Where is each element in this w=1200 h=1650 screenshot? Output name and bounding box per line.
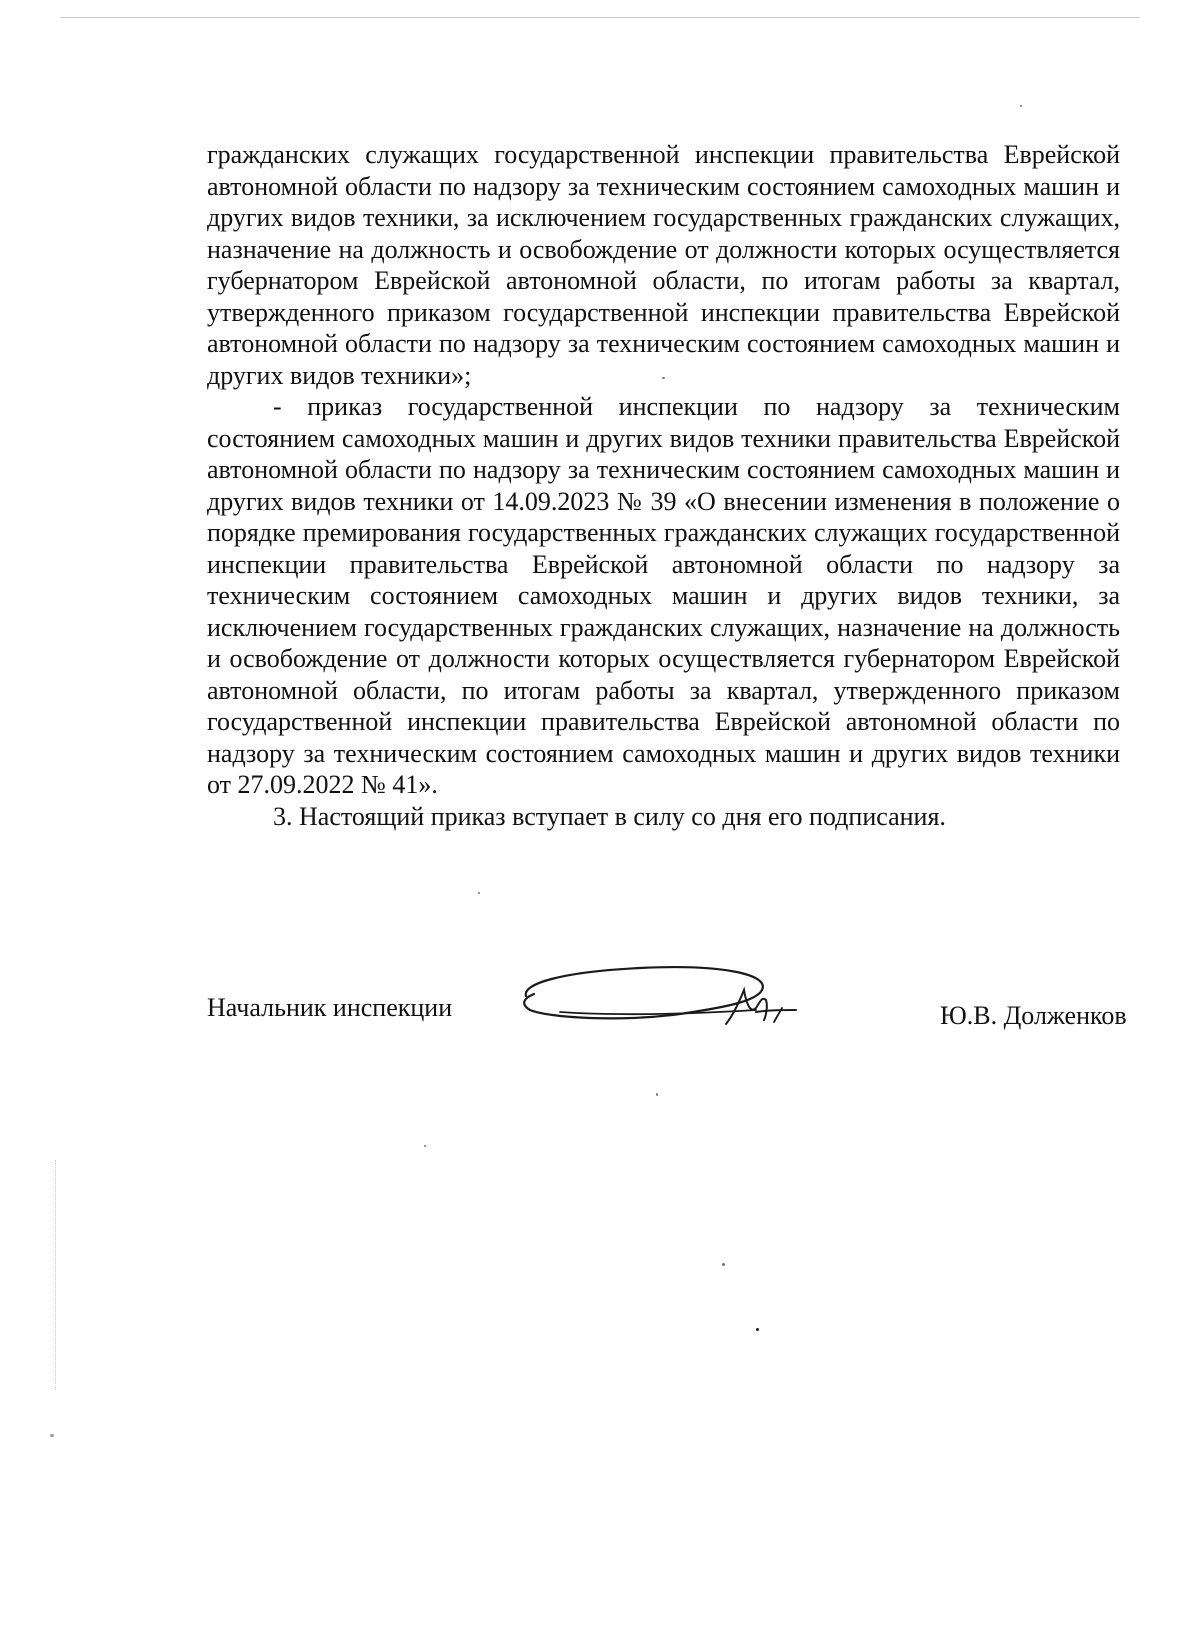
scan-left-edge: [55, 1160, 56, 1390]
handwritten-signature: [520, 960, 810, 1040]
scan-speck: [50, 1434, 54, 1437]
scan-speck: [756, 1328, 759, 1331]
paragraph-effective-clause: 3. Настоящий приказ вступает в силу со дня его подписания.: [273, 801, 946, 831]
signature-block: [0, 960, 1200, 1040]
scan-top-edge: [60, 17, 1140, 18]
document-body: [207, 139, 1120, 832]
scan-speck: [1020, 105, 1022, 107]
scan-speck: [722, 1263, 725, 1266]
scan-speck: [478, 892, 480, 894]
signatory-title: Начальник инспекции: [207, 993, 453, 1022]
paragraph-continuation: гражданских служащих государственной инспекции правительства Еврейской автономной области по надзору за техническим состоянием самоходных машин и других видов техники, за исключением государственных гражданских служащих, назначение на должность и освобождение от должности которых осуществляется губернатором Еврейской автономной области, по итогам работы за квартал, утвержденного приказом государственной инспекции правительства Еврейской автономной области по надзору за техническим состоянием самоходных машин и других видов техники»;: [207, 140, 1120, 390]
signatory-name: Ю.В. Долженков: [940, 1001, 1127, 1030]
scan-speck: [424, 1145, 426, 1147]
scan-speck: [662, 377, 665, 379]
scan-speck: [656, 1093, 658, 1096]
paragraph-order-list-item: - приказ государственной инспекции по надзору за техническим состоянием самоходных машин и других видов техники правительства Еврейской автономной области по надзору за техническим состоянием самоходных машин и других видов техники от 14.09.2023 № 39 «О внесении изменения в положение о порядке премирования государственных гражданских служащих государственной инспекции правительства Еврейской автономной области по надзору за техническим состоянием самоходных машин и других видов техники, за исключением государственных гражданских служащих, назначение на должность и освобождение от должности которых осуществляется губернатором Еврейской автономной области, по итогам работы за квартал, утвержденного приказом государственной инспекции правительства Еврейской автономной области по надзору за техническим состоянием самоходных машин и других видов техники от 27.09.2022 № 41».: [207, 392, 1120, 799]
